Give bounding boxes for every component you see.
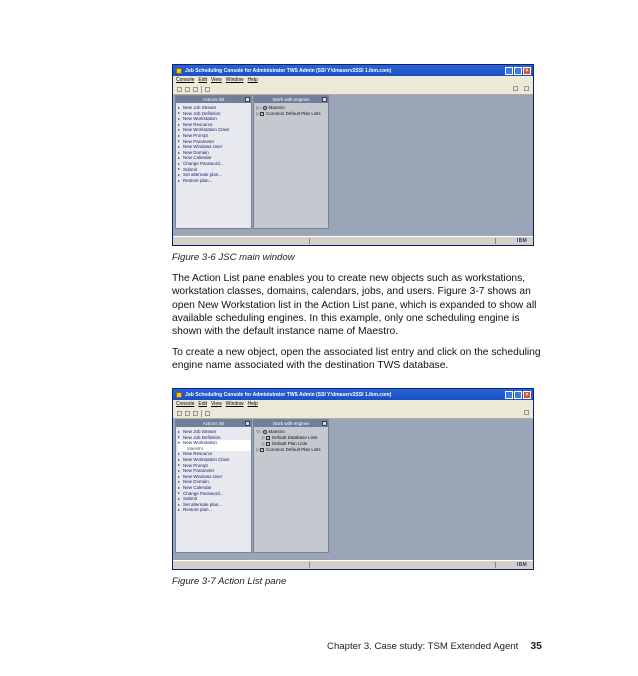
action-label: Change Password...	[183, 160, 224, 166]
tree-expand-icon: ▷	[262, 435, 266, 440]
toolbar-tool-icon	[185, 87, 190, 92]
expand-icon	[178, 152, 180, 154]
figure-caption-3-7: Figure 3-7 Action List pane	[172, 576, 287, 587]
window-title: Job Scheduling Console for Administrator TWS Admin (SSI Y!dmaserv2SSI 1.ibm.com)	[185, 67, 392, 74]
action-label: New Parameter	[183, 468, 215, 474]
action-label: Submit	[183, 496, 198, 502]
toolbar-tool-icon	[193, 411, 198, 416]
status-bar	[173, 236, 533, 245]
action-label: Set alternate plan...	[183, 501, 223, 507]
menu-view: View	[210, 401, 222, 407]
title-bar	[173, 389, 533, 400]
tree-expand-icon: ▷○	[256, 105, 262, 110]
action-item	[178, 507, 251, 513]
action-label: New Job Definition	[183, 110, 221, 116]
action-label: New Workstation Class	[183, 127, 230, 133]
action-label: New Windows User	[183, 473, 223, 479]
list-icon	[266, 436, 270, 440]
paragraph-create-object: To create a new object, open the associated list entry and click on the scheduling engine name associated with the destination TWS database.	[172, 347, 541, 372]
tree-node-label: Default Plan Lists	[272, 441, 308, 446]
expand-icon	[178, 487, 180, 489]
workspace	[173, 419, 533, 561]
collapse-icon	[178, 442, 180, 444]
expand-icon	[178, 174, 180, 176]
workspace	[173, 95, 533, 237]
action-label: Change Password...	[183, 490, 224, 496]
actions-list	[176, 427, 251, 513]
expand-icon	[178, 453, 180, 455]
maximize-icon	[514, 67, 522, 75]
list-icon	[266, 442, 270, 446]
ibm-logo: IBM	[516, 238, 527, 244]
toolbar-tool-icon	[193, 87, 198, 92]
pane-close-icon	[245, 97, 250, 102]
action-label: New Job Stream	[183, 105, 217, 110]
action-label: New Workstation Class	[183, 456, 230, 462]
action-label: New Job Stream	[183, 429, 217, 434]
tree-expand-icon: ▷	[256, 111, 260, 116]
expand-icon	[178, 118, 180, 120]
figure-caption-3-6: Figure 3-6 JSC main window	[172, 252, 295, 263]
expand-icon	[178, 107, 180, 109]
help-icon	[524, 410, 529, 415]
actions-list-header	[176, 420, 251, 427]
list-icon	[260, 112, 264, 116]
window-title: Job Scheduling Console for Administrator TWS Admin (SSI Y!dmaserv2SSI 1.ibm.com)	[185, 391, 392, 398]
expand-icon	[178, 112, 180, 114]
status-divider	[309, 562, 310, 568]
toolbar-tool-icon	[205, 87, 210, 92]
action-label: New Parameter	[183, 138, 215, 144]
paragraph-action-list: The Action List pane enables you to create new objects such as workstations, workstation classes, domains, calendars, jobs, and users. Figure 3-7 shows an open New Workstation list in the Action List pane, which is expanded to show all available scheduling engines. In this example, only one scheduling engine is shown with the default instance name of Maestro.	[172, 273, 537, 338]
expand-icon	[178, 140, 180, 142]
expand-icon	[178, 180, 180, 182]
app-icon	[176, 68, 182, 74]
tree-node-label: Common Default Plan Lists	[266, 447, 321, 452]
tree-expand-icon: ▷	[256, 447, 260, 452]
expand-icon	[178, 431, 180, 433]
status-divider	[495, 562, 496, 568]
pane-close-icon	[322, 421, 327, 426]
menu-view: View	[210, 77, 222, 83]
page-number: 35	[530, 640, 542, 652]
tree-node-label: Default Database Lists	[272, 435, 318, 440]
action-label: New Workstation	[183, 440, 217, 446]
action-label: New Prompt	[183, 132, 208, 138]
expand-icon	[178, 124, 180, 126]
engines-pane	[253, 95, 329, 229]
engines-header	[254, 420, 328, 427]
expand-icon	[178, 135, 180, 137]
jsc-main-window-screenshot	[172, 64, 534, 246]
expand-icon	[178, 464, 180, 466]
tree-node-common-plan-lists	[256, 447, 328, 453]
engines-title: Work with engines	[272, 421, 310, 426]
toolbar	[173, 408, 533, 419]
action-label: Restore plan...	[183, 177, 213, 183]
close-icon: ×	[523, 391, 531, 399]
engine-icon	[263, 430, 267, 434]
page-footer	[327, 640, 542, 652]
action-label: New Prompt	[183, 462, 208, 468]
status-divider	[309, 238, 310, 244]
expand-icon	[178, 146, 180, 148]
expand-icon	[178, 492, 180, 494]
action-label: New Job Definition	[183, 434, 221, 440]
expand-icon	[178, 163, 180, 165]
action-label: New Calendar	[183, 155, 212, 161]
expand-icon	[178, 168, 180, 170]
action-label: New Resource	[183, 121, 213, 127]
expand-icon	[178, 481, 180, 483]
info-icon	[513, 86, 518, 91]
close-icon: ×	[523, 67, 531, 75]
menu-bar	[173, 76, 533, 84]
tree-expand-icon: ▷	[262, 441, 266, 446]
tree-node-common-plan-lists	[256, 111, 328, 117]
engine-icon	[263, 106, 267, 110]
minimize-icon	[505, 391, 513, 399]
engines-tree	[254, 103, 328, 117]
help-icon	[524, 86, 529, 91]
chapter-title: Chapter 3. Case study: TSM Extended Agent	[327, 641, 519, 652]
list-icon	[260, 448, 264, 452]
ibm-logo: IBM	[516, 562, 527, 568]
status-divider	[495, 238, 496, 244]
menu-edit: Edit	[198, 77, 207, 83]
expand-icon	[178, 504, 180, 506]
action-label: New Domain	[183, 149, 209, 155]
menu-bar	[173, 400, 533, 408]
action-list-pane-screenshot	[172, 388, 534, 570]
menu-help: Help	[247, 401, 258, 407]
expand-icon	[178, 459, 180, 461]
engines-pane	[253, 419, 329, 553]
title-bar	[173, 65, 533, 76]
tree-node-label: Maestro	[268, 429, 285, 434]
action-label: New Workstation	[183, 116, 217, 122]
maximize-icon	[514, 391, 522, 399]
action-label: Restore plan...	[183, 507, 213, 513]
engines-title: Work with engines	[272, 97, 310, 102]
action-label: New Calendar	[183, 484, 212, 490]
action-item	[178, 178, 251, 184]
action-label: New Resource	[183, 451, 213, 457]
expand-icon	[178, 498, 180, 500]
tree-node-label: Maestro	[268, 105, 285, 110]
minimize-icon	[505, 67, 513, 75]
action-label: Submit	[183, 166, 198, 172]
toolbar-separator	[201, 410, 202, 417]
app-icon	[176, 392, 182, 398]
menu-help: Help	[247, 77, 258, 83]
tree-node-label: Common Default Plan Lists	[266, 111, 321, 116]
pane-close-icon	[322, 97, 327, 102]
expand-icon	[178, 476, 180, 478]
actions-list	[176, 103, 251, 183]
toolbar-tool-icon	[177, 411, 182, 416]
action-label: Set alternate plan...	[183, 172, 223, 178]
menu-console: Console	[176, 77, 195, 83]
toolbar-tool-icon	[177, 87, 182, 92]
action-label: New Windows User	[183, 144, 223, 150]
expand-icon	[178, 436, 180, 438]
action-child-label: Maestro	[187, 445, 204, 451]
actions-list-header	[176, 96, 251, 103]
menu-console: Console	[176, 401, 195, 407]
menu-edit: Edit	[198, 401, 207, 407]
engines-header	[254, 96, 328, 103]
tree-collapse-icon: ▽○	[256, 429, 262, 434]
expand-icon	[178, 157, 180, 159]
action-label: New Domain	[183, 479, 209, 485]
actions-list-pane	[175, 95, 252, 229]
toolbar	[173, 84, 533, 95]
actions-list-title: Actions list	[202, 97, 225, 102]
actions-list-pane	[175, 419, 252, 553]
expand-icon	[178, 129, 180, 131]
pane-close-icon	[245, 421, 250, 426]
menu-window: Window	[225, 401, 244, 407]
actions-list-title: Actions list	[202, 421, 225, 426]
toolbar-tool-icon	[185, 411, 190, 416]
expand-icon	[178, 509, 180, 511]
toolbar-tool-icon	[205, 411, 210, 416]
expand-icon	[178, 470, 180, 472]
status-bar	[173, 560, 533, 569]
menu-window: Window	[225, 77, 244, 83]
toolbar-separator	[201, 86, 202, 93]
engines-tree	[254, 427, 328, 453]
